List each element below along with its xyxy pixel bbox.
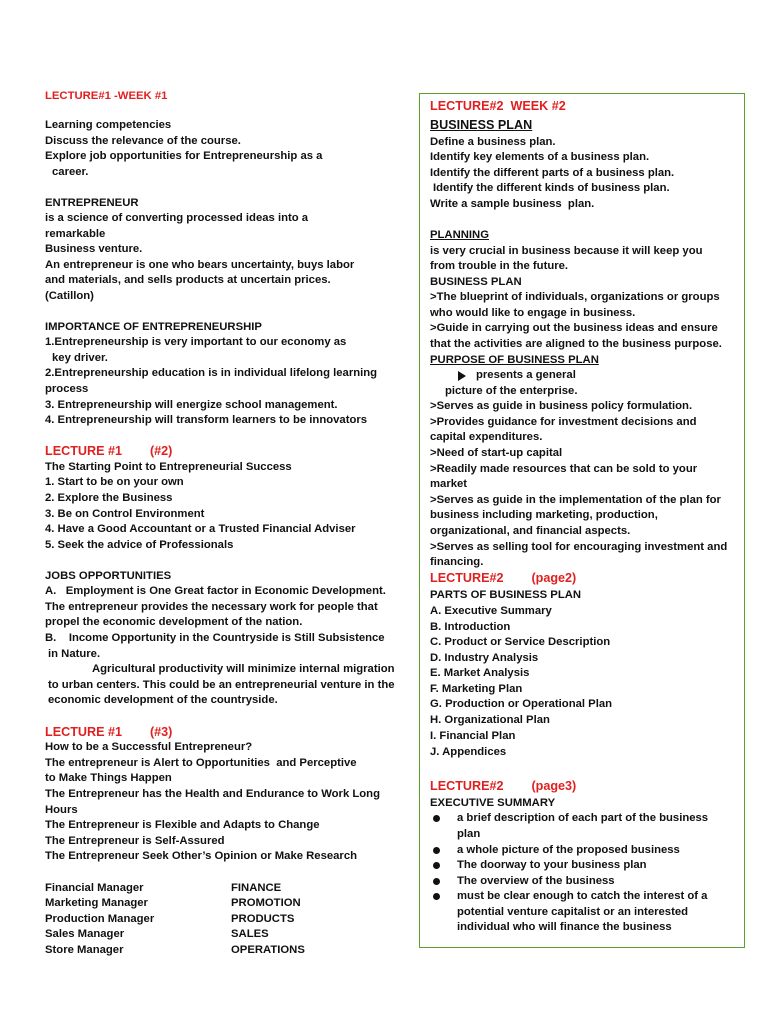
right-text-line: E. Market Analysis — [430, 667, 530, 679]
left-text-line: An entrepreneur is one who bears uncertainty, buys labor — [45, 259, 355, 271]
right-text-line: I. Financial Plan — [430, 730, 516, 742]
right-text-line: PURPOSE OF BUSINESS PLAN — [430, 354, 599, 366]
right-text-line: >Serves as guide in business policy formulation. — [430, 400, 693, 412]
right-text-line: F. Marketing Plan — [430, 683, 523, 695]
right-text-line: B. Introduction — [430, 621, 511, 633]
left-text-line: B. Income Opportunity in the Countryside is Still Subsistence — [45, 632, 385, 644]
right-text-line: >Serves as guide in the implementation of the plan for — [430, 494, 721, 506]
right-text-line: that the activities are aligned to the business purpose. — [430, 338, 722, 350]
left-text-line: The Starting Point to Entrepreneurial Success — [45, 461, 292, 473]
left-text-line: Hours — [45, 804, 78, 816]
left-text-line: LECTURE #1 (#2) — [45, 444, 173, 458]
left-text-line: FINANCE — [231, 882, 282, 894]
left-text-line: and materials, and sells products at uncertain prices. — [45, 274, 331, 286]
right-text-line: picture of the enterprise. — [445, 385, 578, 397]
bullet-icon — [433, 815, 440, 822]
bullet-icon — [433, 893, 440, 900]
right-text-line: LECTURE#2 (page3) — [430, 779, 577, 793]
right-text-line: J. Appendices — [430, 746, 507, 758]
right-text-line: BUSINESS PLAN — [430, 276, 522, 288]
left-text-line: Marketing Manager — [45, 897, 148, 909]
right-text-line: The doorway to your business plan — [457, 859, 647, 871]
left-text-line: The Entrepreneur is Flexible and Adapts to Change — [45, 819, 320, 831]
left-text-line: Agricultural productivity will minimize internal migration — [92, 663, 395, 675]
right-text-line: The overview of the business — [457, 875, 615, 887]
left-text-line: How to be a Successful Entrepreneur? — [45, 741, 253, 753]
right-text-line: PLANNING — [430, 229, 489, 241]
left-text-line: propel the economic development of the nation. — [45, 616, 303, 628]
left-text-line: The Entrepreneur has the Health and Endurance to Work Long — [45, 788, 380, 800]
right-text-line: G. Production or Operational Plan — [430, 698, 613, 710]
right-text-line: from trouble in the future. — [430, 260, 569, 272]
left-text-line: The entrepreneur is Alert to Opportunities and Perceptive — [45, 757, 357, 769]
right-text-line: Write a sample business plan. — [430, 198, 595, 210]
right-text-line: D. Industry Analysis — [430, 652, 539, 664]
right-text-line: a brief description of each part of the business — [457, 812, 709, 824]
left-text-line: to urban centers. This could be an entrepreneurial venture in the — [48, 679, 395, 691]
left-text-line: Discuss the relevance of the course. — [45, 135, 241, 147]
left-text-line: Sales Manager — [45, 928, 125, 940]
right-text-line: >Need of start-up capital — [430, 447, 563, 459]
left-text-line: OPERATIONS — [231, 944, 305, 956]
right-text-line: who would like to engage in business. — [430, 307, 636, 319]
left-text-line: IMPORTANCE OF ENTREPRENEURSHIP — [45, 321, 262, 333]
left-text-line: in Nature. — [48, 648, 101, 660]
right-text-line: C. Product or Service Description — [430, 636, 611, 648]
left-text-line: key driver. — [52, 352, 108, 364]
left-text-line: The Entrepreneur is Self-Assured — [45, 835, 225, 847]
left-text-line: 2.Entrepreneurship education is in individual lifelong learning — [45, 367, 378, 379]
left-text-line: ENTREPRENEUR — [45, 197, 139, 209]
right-text-line: LECTURE#2 (page2) — [430, 571, 577, 585]
left-text-line: PRODUCTS — [231, 913, 295, 925]
right-text-line: business including marketing, production, — [430, 509, 658, 521]
right-text-line: Identify key elements of a business plan. — [430, 151, 650, 163]
right-text-line: presents a general — [476, 369, 576, 381]
left-text-line: Business venture. — [45, 243, 143, 255]
right-text-line: LECTURE#2 WEEK #2 — [430, 99, 566, 113]
left-text-line: career. — [52, 166, 89, 178]
right-text-line: plan — [457, 828, 481, 840]
bullet-icon — [433, 878, 440, 885]
right-text-line: individual who will finance the business — [457, 921, 672, 933]
left-text-line: 4. Have a Good Accountant or a Trusted Financial Adviser — [45, 523, 356, 535]
arrow-bullet-icon — [458, 371, 466, 381]
left-text-line: process — [45, 383, 89, 395]
right-text-line: potential venture capitalist or an interested — [457, 906, 689, 918]
left-text-line: Financial Manager — [45, 882, 144, 894]
right-text-line: BUSINESS PLAN — [430, 118, 533, 132]
left-text-line: Store Manager — [45, 944, 124, 956]
left-text-line: PROMOTION — [231, 897, 301, 909]
right-text-line: >Guide in carrying out the business ideas and ensure — [430, 322, 718, 334]
left-text-line: 4. Entrepreneurship will transform learners to be innovators — [45, 414, 368, 426]
bullet-icon — [433, 847, 440, 854]
right-text-line: H. Organizational Plan — [430, 714, 550, 726]
left-text-line: remarkable — [45, 228, 106, 240]
left-text-line: A. Employment is One Great factor in Economic Development. — [45, 585, 386, 597]
left-text-line: 5. Seek the advice of Professionals — [45, 539, 234, 551]
right-text-line: capital expenditures. — [430, 431, 543, 443]
left-text-line: Explore job opportunities for Entrepreneurship as a — [45, 150, 323, 162]
left-text-line: 1. Start to be on your own — [45, 476, 184, 488]
left-text-line: The Entrepreneur Seek Other’s Opinion or Make Research — [45, 850, 358, 862]
left-text-line: LECTURE #1 (#3) — [45, 725, 173, 739]
left-text-line: to Make Things Happen — [45, 772, 172, 784]
right-text-line: Define a business plan. — [430, 136, 556, 148]
right-text-line: >The blueprint of individuals, organizations or groups — [430, 291, 720, 303]
left-text-line: SALES — [231, 928, 269, 940]
right-text-line: Identify the different parts of a business plan. — [430, 167, 675, 179]
left-text-line: The entrepreneur provides the necessary work for people that — [45, 601, 378, 613]
right-text-line: Identify the different kinds of business plan. — [433, 182, 670, 194]
left-text-line: 1.Entrepreneurship is very important to our economy as — [45, 336, 347, 348]
right-text-line: EXECUTIVE SUMMARY — [430, 797, 556, 809]
right-text-line: >Provides guidance for investment decisions and — [430, 416, 697, 428]
left-text-line: LECTURE#1 -WEEK #1 — [45, 90, 168, 102]
right-text-line: PARTS OF BUSINESS PLAN — [430, 589, 582, 601]
right-text-line: >Serves as selling tool for encouraging investment and — [430, 541, 728, 553]
right-text-line: is very crucial in business because it will keep you — [430, 245, 703, 257]
left-text-line: 2. Explore the Business — [45, 492, 173, 504]
bullet-icon — [433, 862, 440, 869]
left-text-line: Production Manager — [45, 913, 155, 925]
right-text-line: >Readily made resources that can be sold to your — [430, 463, 698, 475]
left-text-line: (Catillon) — [45, 290, 94, 302]
right-text-line: A. Executive Summary — [430, 605, 552, 617]
right-text-line: a whole picture of the proposed business — [457, 844, 680, 856]
left-text-line: Learning competencies — [45, 119, 172, 131]
left-text-line: JOBS OPPORTUNITIES — [45, 570, 172, 582]
left-text-line: 3. Be on Control Environment — [45, 508, 205, 520]
left-text-line: 3. Entrepreneurship will energize school management. — [45, 399, 338, 411]
left-text-line: is a science of converting processed ideas into a — [45, 212, 309, 224]
left-text-line: economic development of the countryside. — [48, 694, 278, 706]
right-text-line: market — [430, 478, 468, 490]
right-text-line: must be clear enough to catch the interest of a — [457, 890, 708, 902]
right-text-line: financing. — [430, 556, 484, 568]
right-text-line: organizational, and financial aspects. — [430, 525, 631, 537]
